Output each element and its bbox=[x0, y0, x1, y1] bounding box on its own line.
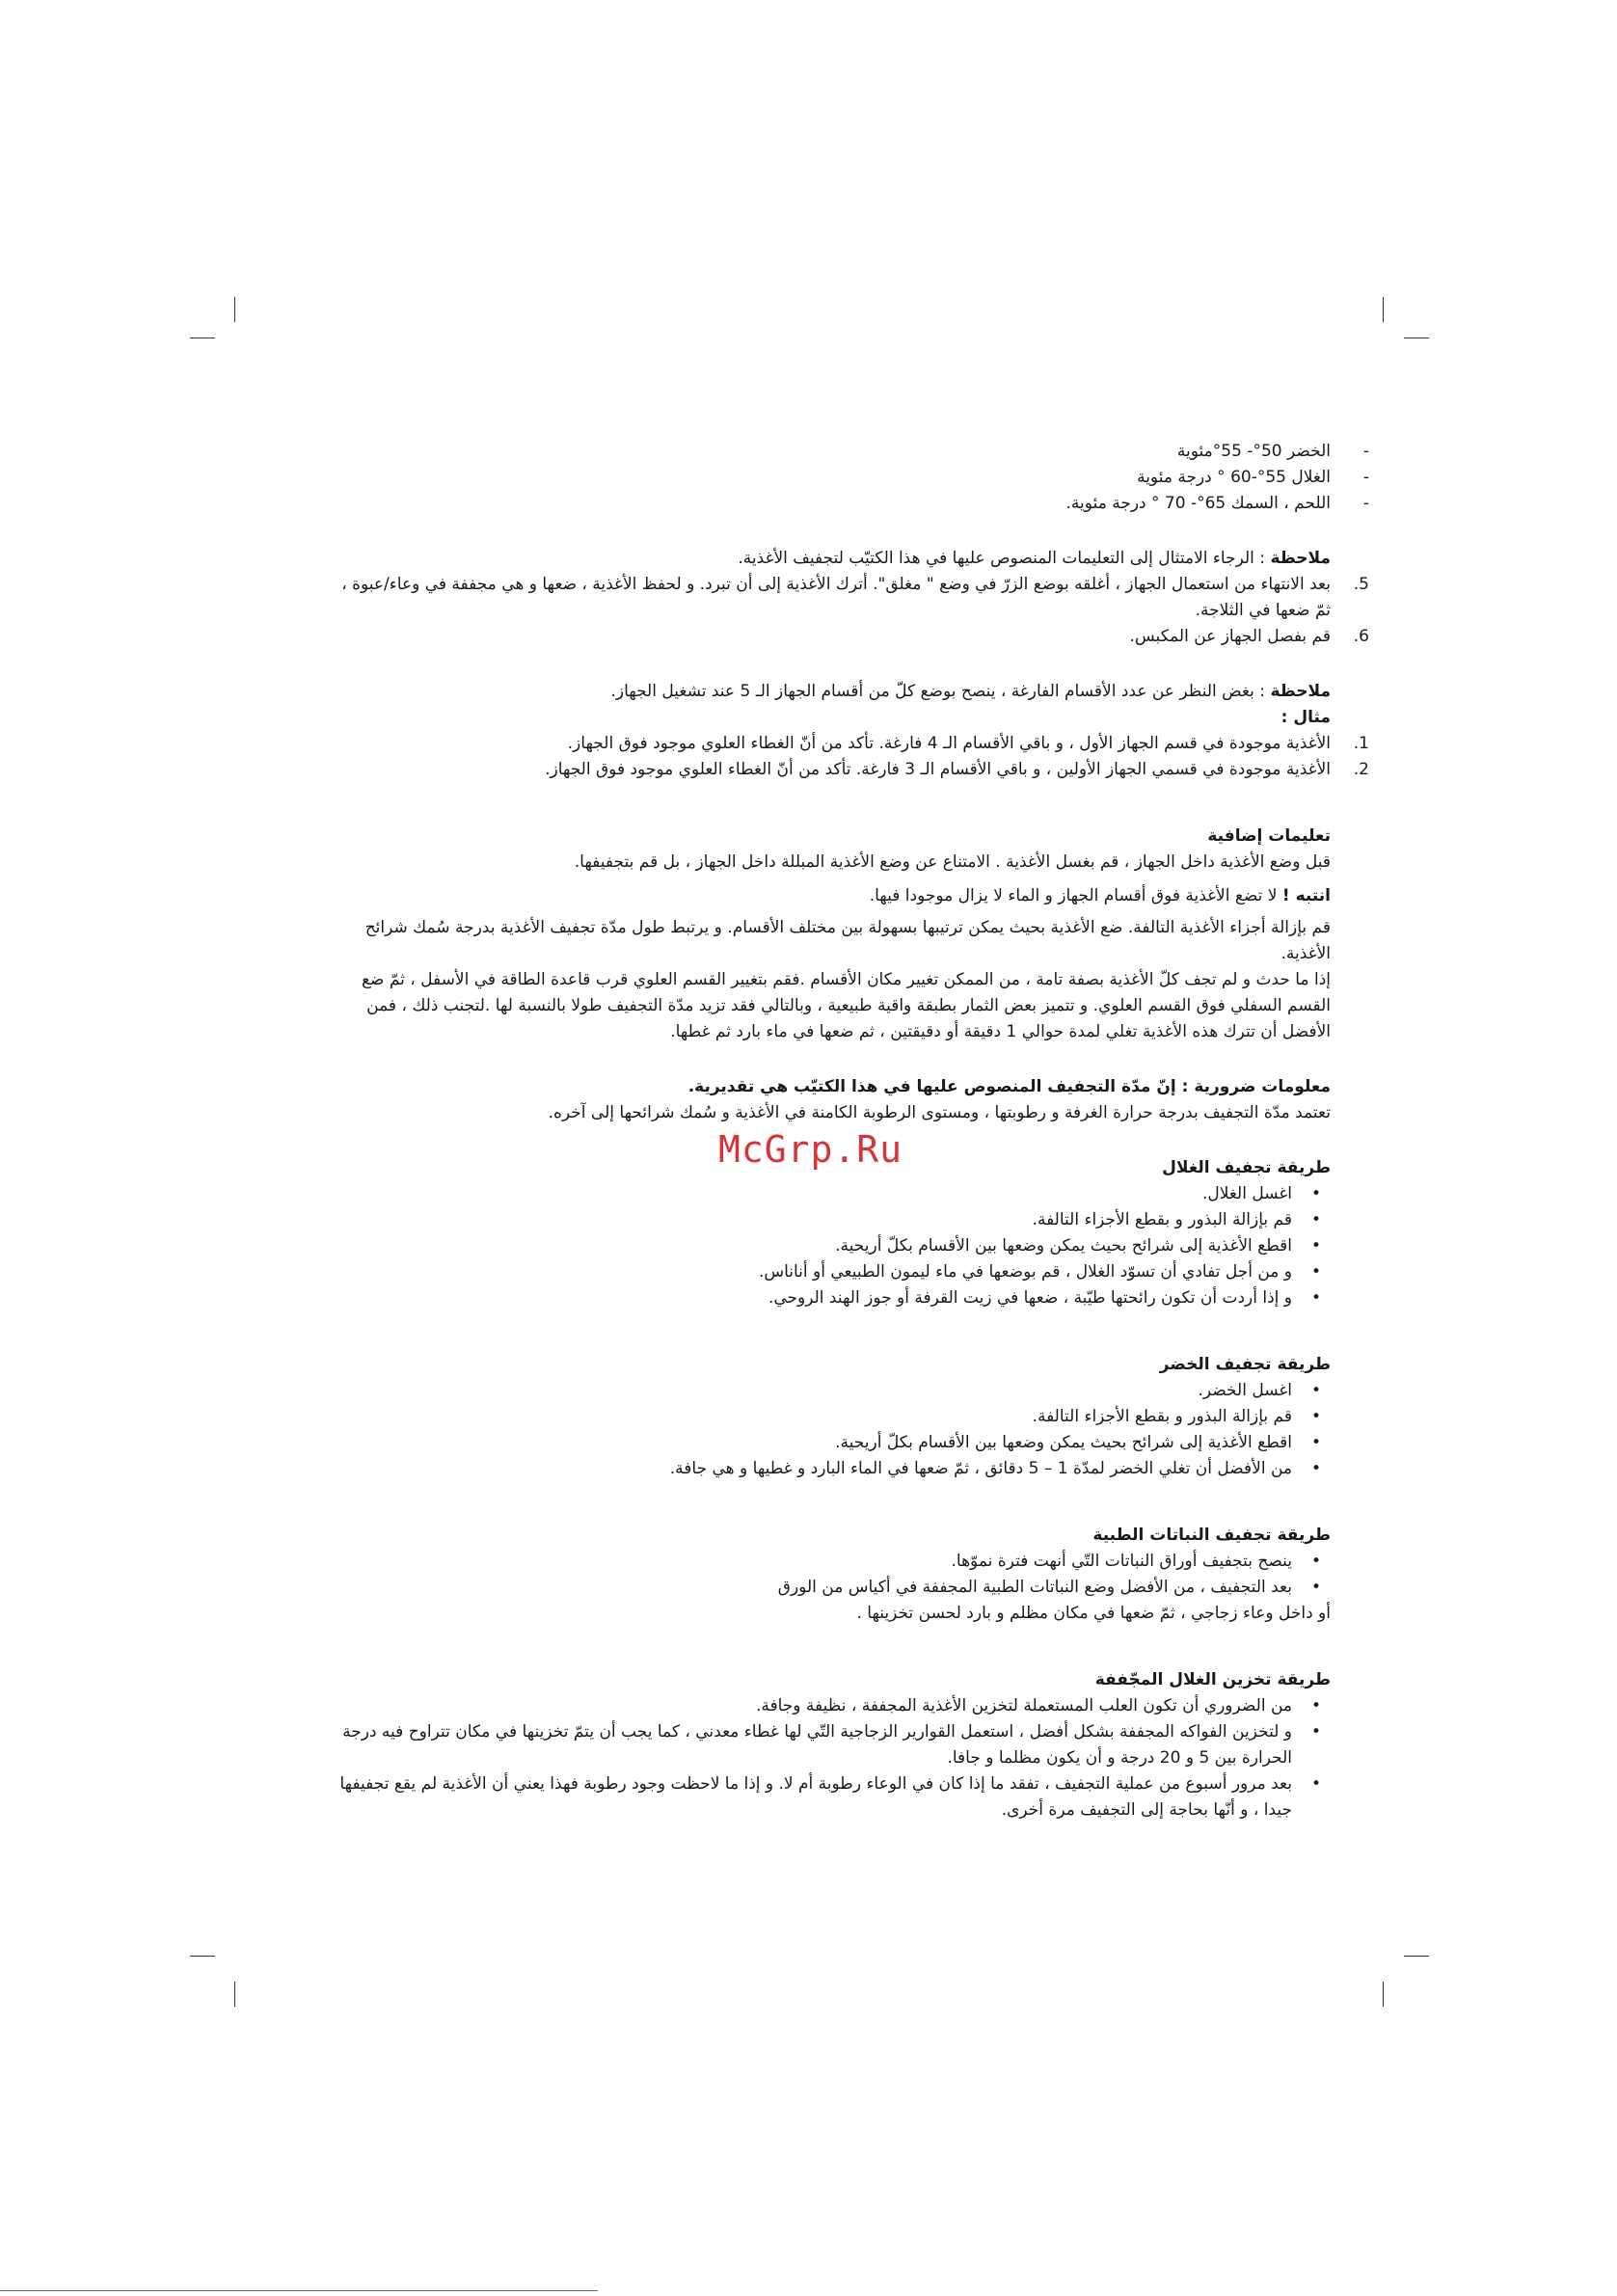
paragraph: أو داخل وعاء زجاجي ، ثمّ ضعها في مكان مظلم و بارد لحسن تخزينها . bbox=[856, 1604, 1331, 1623]
crop-mark bbox=[190, 1956, 215, 1957]
list-item: • قم بإزالة البذور و بقطع الأجزاء التالفة. bbox=[328, 1207, 1292, 1233]
temperature-list bbox=[328, 439, 1369, 517]
herbs-list bbox=[328, 1549, 1331, 1601]
list-item: • اقطع الأغذية إلى شرائح بحيث يمكن وضعها بين الأقسام بكلّ أريحية. bbox=[328, 1430, 1292, 1456]
section-heading: معلومات ضرورية : إنّ مدّة التجفيف المنصوص عليها في هذا الكتيّب هي تقديرية. bbox=[687, 1077, 1331, 1096]
warning: انتبه ! لا تضع الأغذية فوق أقسام الجهاز و الماء لا يزال موجودا فيها. bbox=[869, 886, 1331, 905]
list-item: • و من أجل تفادي أن تسوّد الغلال ، قم بوضعها في ماء ليمون الطبيعي أو أناناس. bbox=[328, 1259, 1292, 1285]
fruits-list bbox=[328, 1181, 1331, 1311]
list-item: • و إذا أردت أن تكون رائحتها طيّبة ، ضعها في زيت القرفة أو جوز الهند الروحي. bbox=[328, 1285, 1292, 1311]
paragraph: قبل وضع الأغذية داخل الجهاز ، قم بغسل الأغذية . الامتناع عن وضع الأغذية المبللة داخل الجهاز ، بل قم بتجفيفها. bbox=[574, 852, 1331, 872]
section-heading: طريقة تجفيف الخضر bbox=[1159, 1355, 1331, 1374]
footer-rule bbox=[0, 2290, 598, 2291]
example-list bbox=[328, 731, 1369, 783]
crop-mark bbox=[234, 297, 235, 322]
list-item: 1. الأغذية موجودة في قسم الجهاز الأول ، و باقي الأقسام الـ 4 فارغة. تأكد من أنّ الغطاء العلوي موجود فوق الجهاز. bbox=[567, 734, 1369, 753]
watermark: McGrp.Ru bbox=[718, 1128, 903, 1171]
list-item: • بعد مرور أسبوع من عملية التجفيف ، تفقد ما إذا كان في الوعاء رطوبة أم لا. و إذا ما لاحظت وجود رطوبة فهذا يعني أن الأغذية لم يقع تجفيفها جيدا ، و أنّها بحاجة إلى التجفيف مرة أخرى. bbox=[328, 1771, 1292, 1823]
list-item: • قم بإزالة البذور و بقطع الأجزاء التالفة. bbox=[328, 1404, 1292, 1430]
list-item: - الخضر 50°- 55°مئوية bbox=[1176, 442, 1369, 461]
list-item: 6. قم بفصل الجهاز عن المكبس. bbox=[1129, 627, 1369, 646]
steps-list bbox=[328, 572, 1369, 650]
list-item: • بعد التجفيف ، من الأفضل وضع النباتات الطبية المجففة في أكياس من الورق bbox=[328, 1575, 1292, 1601]
list-item: • ينصح بتجفيف أوراق النباتات التّي أنهت فترة نموّها. bbox=[328, 1549, 1292, 1575]
crop-mark bbox=[1383, 297, 1384, 322]
list-item: - الغلال 55°-60 ° درجة مئوية bbox=[1137, 468, 1369, 487]
list-item: 5. بعد الانتهاء من استعمال الجهاز ، أغلقه بوضع الزرّ في وضع " مغلق". أترك الأغذية إلى أن تبرد. و لحفظ الأغذية ، ضعها و هي مجففة في وعاء/عبوة ، ثمّ ضعها في الثلاجة. bbox=[341, 575, 1369, 620]
crop-mark bbox=[1383, 1982, 1384, 2007]
paragraph: تعتمد مدّة التجفيف بدرجة حرارة الغرفة و رطوبتها ، ومستوى الرطوبة الكامنة في الأغذية و سُمك شرائحها إلى آخره. bbox=[548, 1103, 1331, 1122]
note-paragraph: ملاحظة : الرجاء الامتثال إلى التعليمات المنصوص عليها في هذا الكتيّب لتجفيف الأغذية. bbox=[738, 549, 1331, 568]
section-heading: طريقة تخزين الغلال المجّففة bbox=[1094, 1670, 1331, 1689]
list-item: 2. الأغذية موجودة في قسمي الجهاز الأولين ، و باقي الأقسام الـ 3 فارغة. تأكد من أنّ الغطاء العلوي موجود فوق الجهاز. bbox=[545, 760, 1369, 779]
vegetables-list bbox=[328, 1378, 1331, 1482]
crop-mark bbox=[1404, 1956, 1429, 1957]
section-heading: طريقة تجفيف النباتات الطبية bbox=[1092, 1526, 1331, 1545]
list-item: • اقطع الأغذية إلى شرائح بحيث يمكن وضعها بين الأقسام بكلّ أريحية. bbox=[328, 1233, 1292, 1259]
list-item: • اغسل الخضر. bbox=[328, 1378, 1292, 1404]
note-paragraph: ملاحظة : بغض النظر عن عدد الأقسام الفارغة ، ينصح بوضع كلّ من أقسام الجهاز الـ 5 عند تشغيل الجهاز. bbox=[610, 682, 1331, 701]
storage-list bbox=[328, 1693, 1331, 1823]
list-item: • اغسل الغلال. bbox=[328, 1181, 1292, 1207]
list-item: • من الأفضل أن تغلي الخضر لمدّة 1 – 5 دقائق ، ثمّ ضعها في الماء البارد و غطيها و هي جافة. bbox=[328, 1456, 1292, 1482]
section-heading: طريقة تجفيف الغلال bbox=[1162, 1158, 1331, 1177]
section-heading: تعليمات إضافية bbox=[1207, 826, 1331, 846]
list-item: - اللحم ، السمك 65°- 70 ° درجة مئوية. bbox=[1065, 494, 1369, 513]
example-label: مثال : bbox=[1280, 708, 1331, 727]
paragraph: قم بإزالة أجزاء الأغذية التالفة. ضع الأغذية بحيث يمكن ترتيبها بسهولة بين مختلف الأقسام. و يرتبط طول مدّة تجفيف الأغذية بدرجة سُمك شرائح الأغذية. bbox=[364, 918, 1331, 963]
paragraph: إذا ما حدث و لم تجف كلّ الأغذية بصفة تامة ، من الممكن تغيير مكان الأقسام .فقم بتغيير القسم العلوي قرب قاعدة الطاقة في الأسفل ، ثمّ ضع القسم السفلي فوق القسم العلوي. و تتميز بعض الثمار بطبقة واقية طبيعية ، وبالتالي فقد تزيد مدّة التجفيف طولا بالنسبة لها .لتجنب ذلك ، فمن الأفضل أن تترك هذه الأغذية تغلي لمدة حوالي 1 دقيقة أو دقيقتين ، ثم ضعها في ماء بارد ثم غطها. bbox=[361, 970, 1331, 1041]
crop-mark bbox=[234, 1982, 235, 2007]
list-item: • من الضروري أن تكون العلب المستعملة لتخزين الأغذية المجففة ، نظيفة وجافة. bbox=[328, 1693, 1292, 1719]
list-item: • و لتخزين الفواكه المجففة بشكل أفضل ، استعمل القوارير الزجاجية التّي لها غطاء معدني ، كما يجب أن يتمّ تخزينها في مكان تتراوح فيه درجة الحرارة بين 5 و 20 درجة و أن يكون مظلما و جافا. bbox=[328, 1719, 1292, 1771]
